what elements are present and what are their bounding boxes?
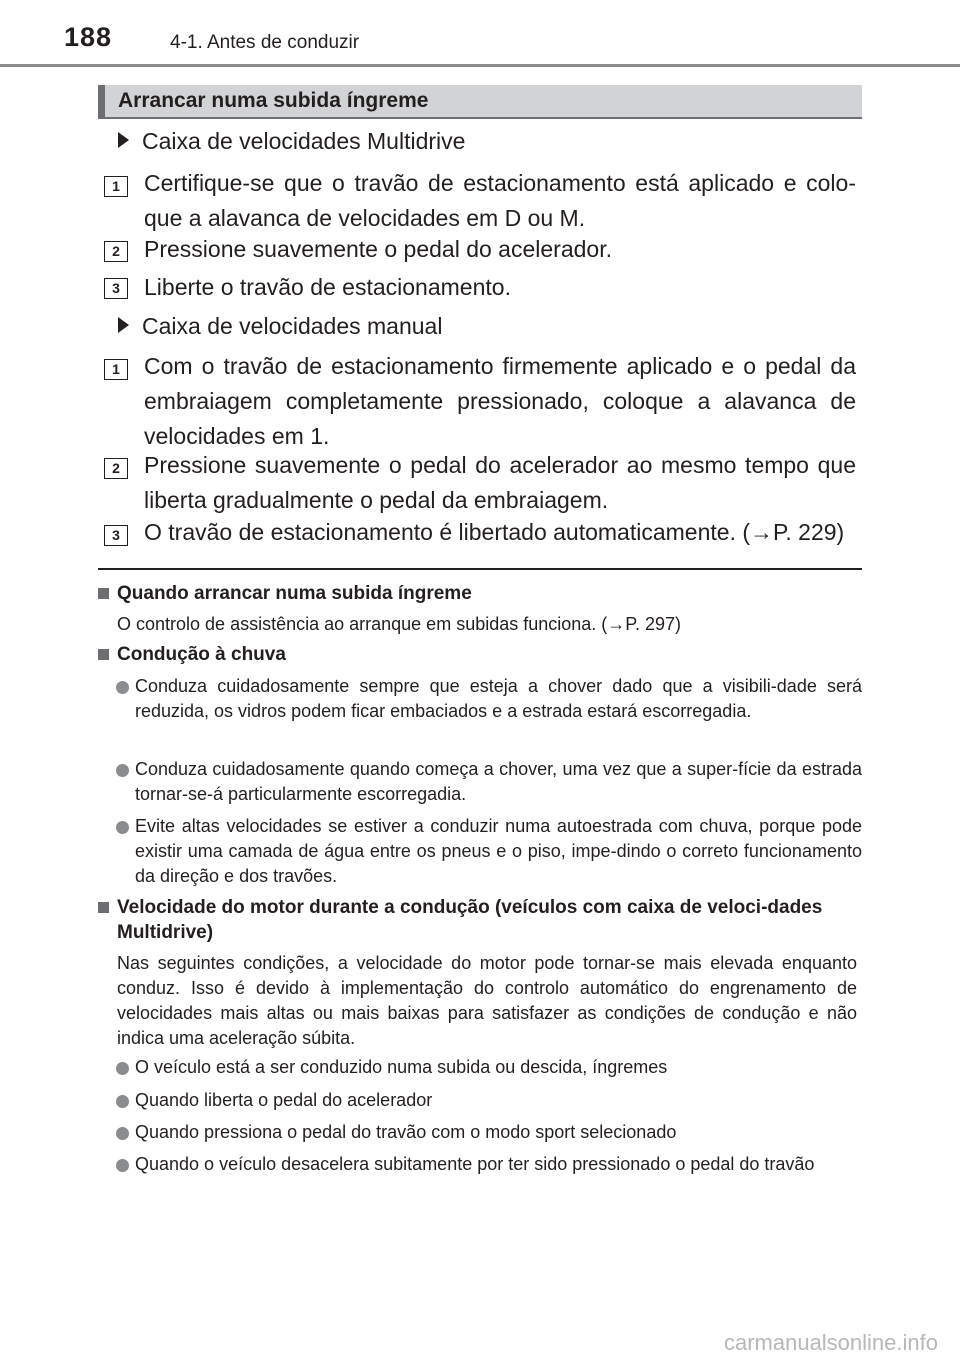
bullet-text: O veículo está a ser conduzido numa subida ou descida, íngremes bbox=[135, 1057, 668, 1077]
bullet-text: Evite altas velocidades se estiver a conduzir numa autoestrada com chuva, porque pode existir uma camada de água entre os pneus e o piso, impe-dindo o correto funcionamento da direção e dos travões. bbox=[135, 816, 862, 886]
subheading-manual bbox=[118, 313, 442, 340]
watermark: carmanualsonline.info bbox=[723, 1330, 938, 1355]
section-title-bar bbox=[98, 85, 862, 119]
note-body: Nas seguintes condições, a velocidade do motor pode tornar-se mais elevada enquanto conduz. Isso é devido à implementação do controlo automático do engrenamento de velocidades mais altas ou mais baixas para satisfazer as condições de condução e não indica uma aceleração súbita. bbox=[117, 953, 857, 1048]
step-text: Pressione suavemente o pedal do acelerador. bbox=[144, 236, 612, 262]
step-text: Com o travão de estacionamento firmemente aplicado e o pedal da embraiagem completamente pressionado, coloque a alavanca de velocidades em 1. bbox=[144, 353, 856, 449]
page-number: 188 bbox=[64, 22, 113, 52]
bullet-text: Quando liberta o pedal do acelerador bbox=[135, 1090, 433, 1110]
subheading-multidrive-text: Caixa de velocidades Multidrive bbox=[142, 128, 466, 154]
bullet-text: Conduza cuidadosamente quando começa a chover, uma vez que a super-fície da estrada tornar-se-á particularmente escorregadia. bbox=[135, 759, 862, 804]
round-bullet-icon bbox=[116, 1062, 129, 1075]
subheading-multidrive bbox=[118, 128, 465, 155]
step-number: 3 bbox=[104, 525, 128, 546]
round-bullet-icon bbox=[116, 821, 129, 834]
step-text: O travão de estacionamento é libertado automaticamente. (→P. 229) bbox=[144, 519, 845, 545]
step-number: 2 bbox=[104, 241, 128, 262]
round-bullet-icon bbox=[116, 1127, 129, 1140]
bullet-text: Quando pressiona o pedal do travão com o modo sport selecionado bbox=[135, 1122, 677, 1142]
step-number: 3 bbox=[104, 278, 128, 299]
square-bullet-icon bbox=[98, 902, 109, 913]
round-bullet-icon bbox=[116, 1095, 129, 1108]
header-rule bbox=[0, 64, 960, 67]
bullet-text: Quando o veículo desacelera subitamente por ter sido pressionado o pedal do travão bbox=[135, 1154, 815, 1174]
step-text: Pressione suavemente o pedal do acelerador ao mesmo tempo que liberta gradualmente o pedal da embraiagem. bbox=[144, 452, 856, 513]
section-title: Arrancar numa subida íngreme bbox=[118, 89, 429, 112]
step-number: 2 bbox=[104, 458, 128, 479]
square-bullet-icon bbox=[98, 649, 109, 660]
section-separator bbox=[98, 568, 862, 570]
triangle-bullet-icon bbox=[118, 317, 129, 333]
square-bullet-icon bbox=[98, 588, 109, 599]
step-number: 1 bbox=[104, 176, 128, 197]
round-bullet-icon bbox=[116, 1159, 129, 1172]
triangle-bullet-icon bbox=[118, 132, 129, 148]
note-heading: Condução à chuva bbox=[117, 644, 286, 665]
round-bullet-icon bbox=[116, 681, 129, 694]
section-title-stripe bbox=[98, 85, 105, 117]
running-head: 4-1. Antes de conduzir bbox=[170, 32, 360, 53]
note-heading: Velocidade do motor durante a condução (veículos com caixa de veloci-dades Multidrive) bbox=[117, 897, 823, 943]
subheading-manual-text: Caixa de velocidades manual bbox=[142, 313, 443, 339]
step-text: Certifique-se que o travão de estacionamento está aplicado e colo-que a alavanca de velocidades em D ou M. bbox=[144, 170, 856, 231]
note-heading: Quando arrancar numa subida íngreme bbox=[117, 583, 472, 604]
bullet-text: Conduza cuidadosamente sempre que esteja a chover dado que a visibili-dade será reduzida, os vidros podem ficar embaciados e a estrada estará escorregadia. bbox=[135, 676, 862, 721]
step-number: 1 bbox=[104, 359, 128, 380]
note-body: O controlo de assistência ao arranque em subidas funciona. (→P. 297) bbox=[117, 614, 681, 634]
step-text: Liberte o travão de estacionamento. bbox=[144, 274, 511, 300]
round-bullet-icon bbox=[116, 764, 129, 777]
